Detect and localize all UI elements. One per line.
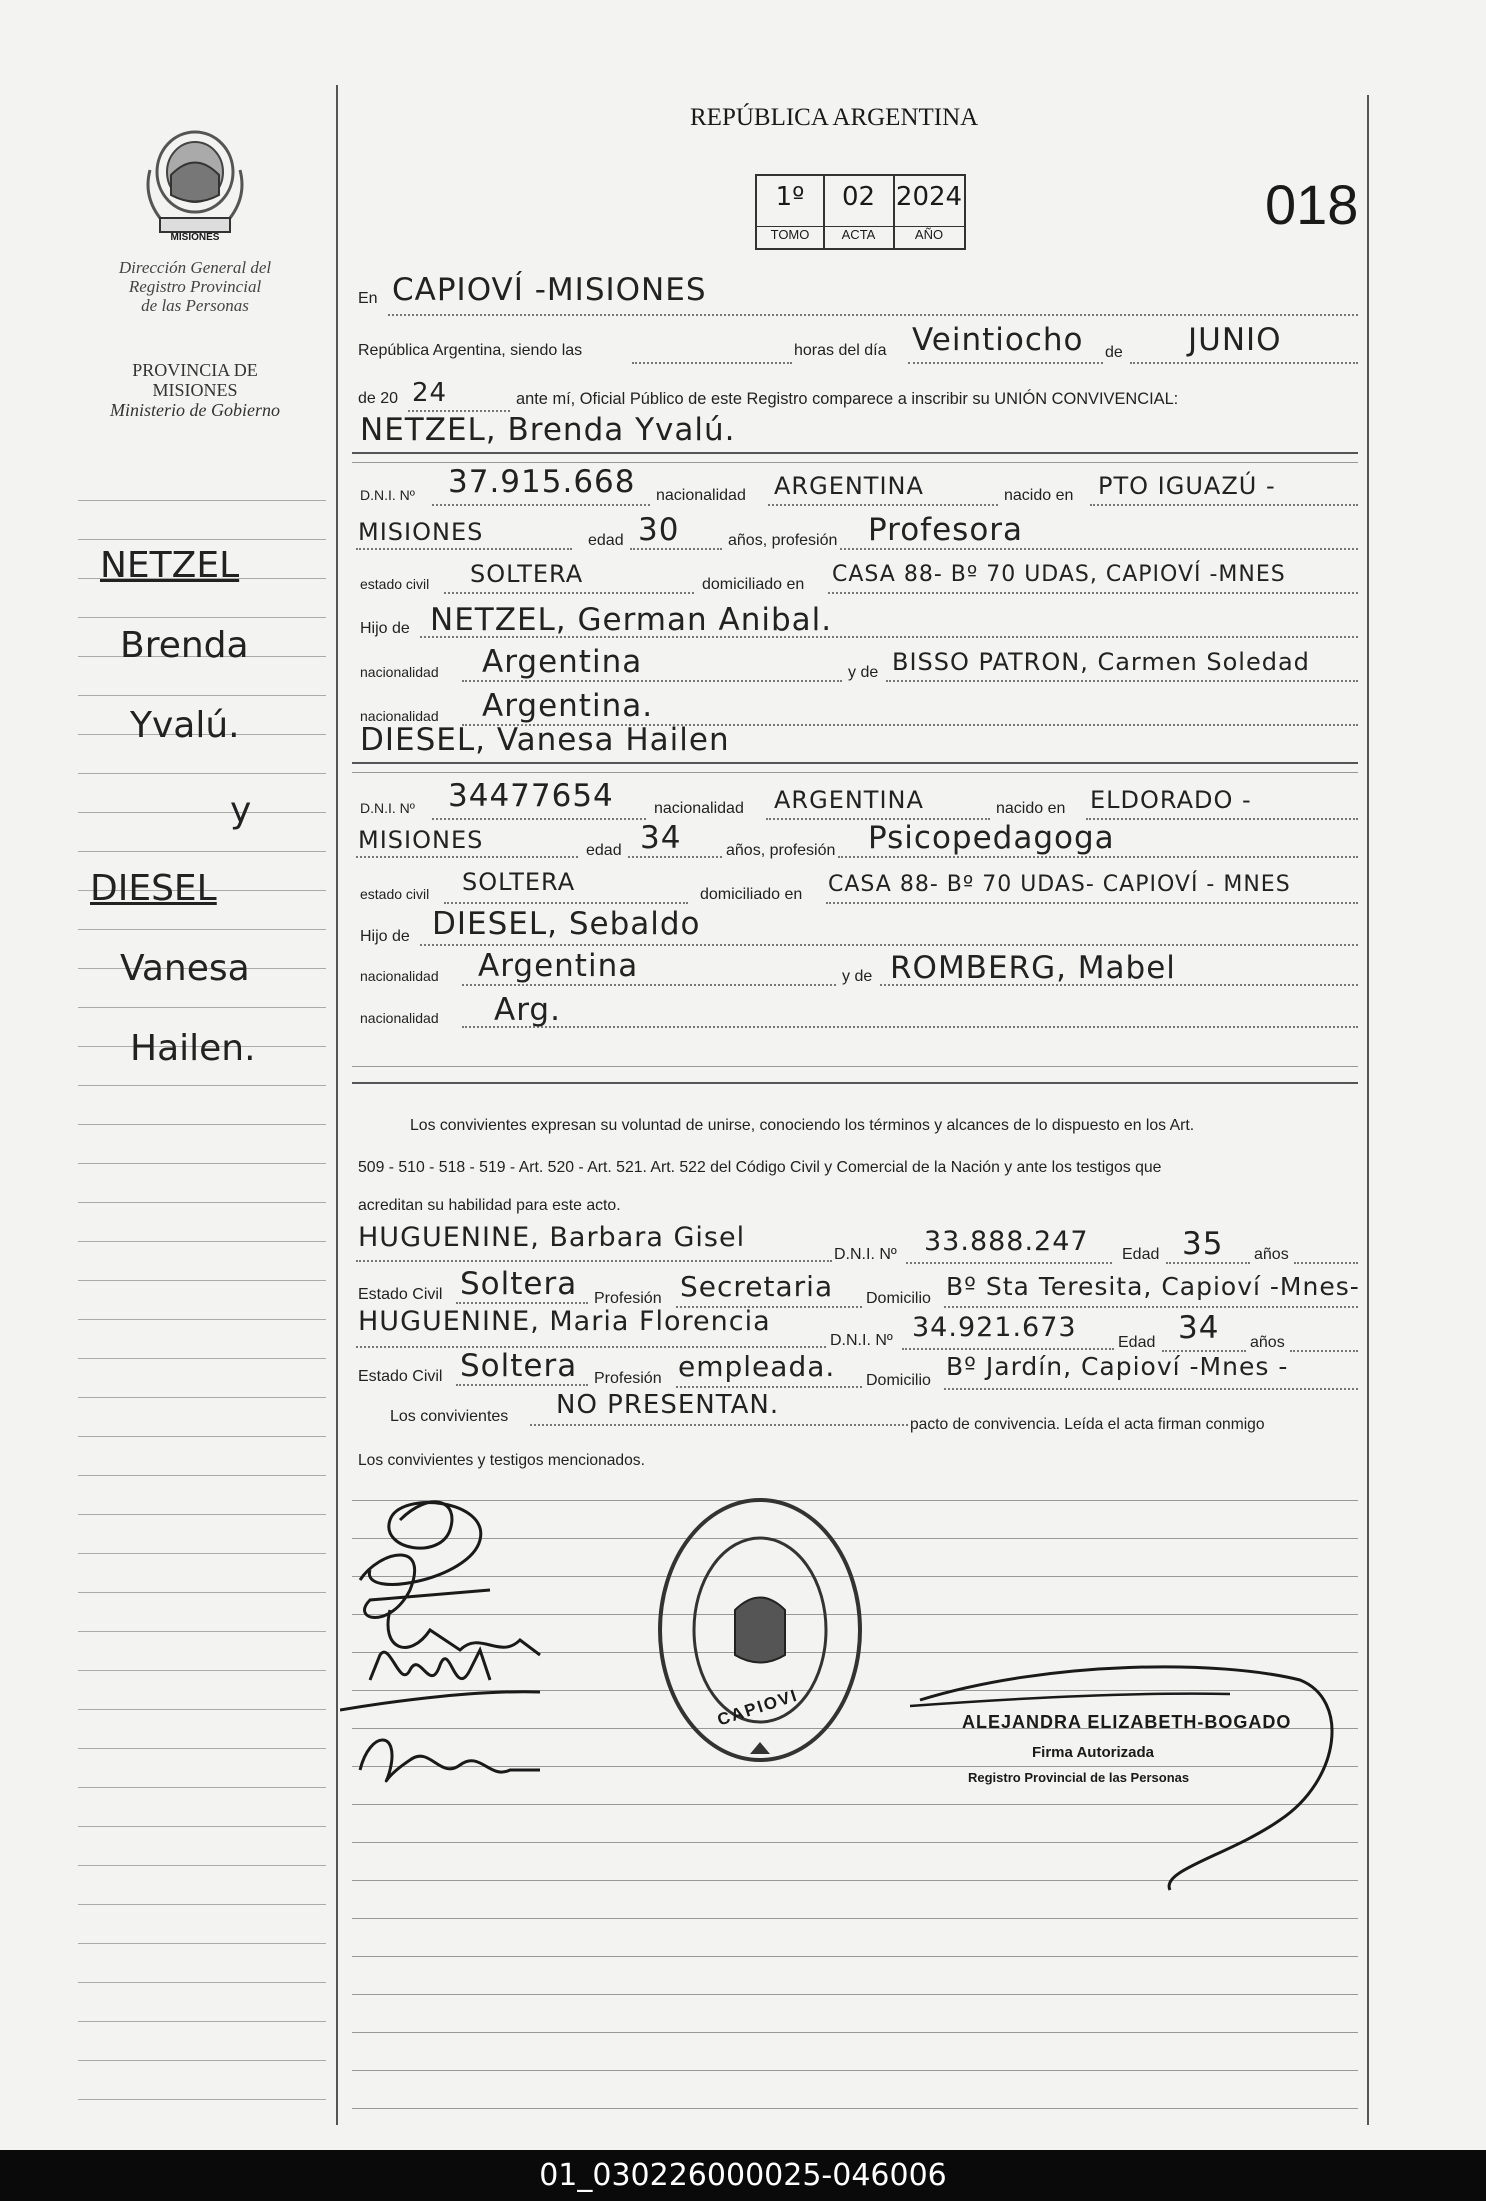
margin-name-4: y xyxy=(230,790,252,831)
person1-mother: BISSO PATRON, Carmen Soledad xyxy=(892,648,1310,676)
margin-rule xyxy=(78,1982,326,1983)
margin-rule xyxy=(78,1826,326,1827)
label-pacto: pacto de convivencia. Leída el acta firman conmigo xyxy=(910,1416,1265,1433)
margin-rule xyxy=(78,1514,326,1515)
margin-name-6: Vanesa xyxy=(120,948,250,989)
margin-rule xyxy=(78,1865,326,1866)
label-ante-mi: ante mí, Oficial Público de este Registro comparece a inscribir su UNIÓN CONVIVENCIAL: xyxy=(516,390,1179,408)
w1-label-dni: D.N.I. Nº xyxy=(834,1246,897,1263)
official-name: ALEJANDRA ELIZABETH-BOGADO xyxy=(962,1712,1292,1732)
witness1-civil-status: Soltera xyxy=(460,1266,578,1302)
margin-rule xyxy=(78,1748,326,1749)
official-title: Firma Autorizada xyxy=(1032,1744,1154,1761)
margin-rule xyxy=(78,2021,326,2022)
margin-rule xyxy=(78,539,326,540)
margin-rule xyxy=(78,1553,326,1554)
p2-label-y-de: y de xyxy=(842,968,873,985)
margin-rule xyxy=(78,1787,326,1788)
person2-birthplace-a: ELDORADO - xyxy=(1090,786,1252,814)
province-block xyxy=(70,360,320,420)
person1-birthplace-a: PTO IGUAZÚ - xyxy=(1098,472,1276,500)
witness2-civil-status: Soltera xyxy=(460,1348,578,1384)
witness2-address: Bº Jardín, Capioví -Mnes - xyxy=(946,1352,1289,1381)
act-year-suffix: 24 xyxy=(412,378,448,408)
w2-label-edad: Edad xyxy=(1118,1334,1156,1351)
p1-label-estado-civil: estado civil xyxy=(360,576,430,592)
label-los-convivientes: Los convivientes xyxy=(390,1408,509,1425)
agency-line-1: Dirección General del xyxy=(118,258,272,277)
p1-label-anos-profesion: años, profesión xyxy=(728,532,838,549)
margin-rule xyxy=(78,1358,326,1359)
person1-father: NETZEL, German Anibal. xyxy=(430,602,833,638)
signature-rule xyxy=(352,2108,1358,2109)
act-day: Veintiocho xyxy=(912,322,1084,358)
country-title: REPÚBLICA ARGENTINA xyxy=(690,104,979,131)
p2-label-estado-civil: estado civil xyxy=(360,886,430,902)
anio-value: 2024 xyxy=(895,182,963,212)
p2-label-anos-profesion: años, profesión xyxy=(726,842,836,859)
witness1-age: 35 xyxy=(1182,1226,1224,1262)
stamp-city: CAPIOVI xyxy=(714,1685,801,1730)
person1-father-nationality: Argentina xyxy=(482,644,643,680)
w2-label-anos: años xyxy=(1250,1334,1285,1351)
person2-dni: 34477654 xyxy=(448,778,614,814)
person2-nationality: ARGENTINA xyxy=(774,786,924,814)
margin-rule xyxy=(78,2099,326,2100)
margin-rule xyxy=(78,1319,326,1320)
person1-nationality: ARGENTINA xyxy=(774,472,924,500)
margin-rule xyxy=(78,1475,326,1476)
acta-value: 02 xyxy=(841,182,876,212)
agency-line-3: de las Personas xyxy=(141,296,249,315)
p1-label-dni: D.N.I. Nº xyxy=(360,487,415,503)
witness2-profession: empleada. xyxy=(678,1350,836,1383)
agency-line-2: Registro Provincial xyxy=(128,277,262,296)
act-month: JUNIO xyxy=(1188,322,1282,358)
margin-rule xyxy=(78,1202,326,1203)
person2-mother-nationality: Arg. xyxy=(494,992,561,1028)
person2-father-nationality: Argentina xyxy=(478,948,639,984)
signature-rule xyxy=(352,1994,1358,1995)
margin-name-1: NETZEL xyxy=(100,545,240,586)
signature-rule xyxy=(352,2032,1358,2033)
person2-age: 34 xyxy=(640,820,682,856)
p1-label-nacionalidad: nacionalidad xyxy=(656,487,746,504)
province-line-1: PROVINCIA DE xyxy=(132,360,258,380)
p1-label-hijo-de: Hijo de xyxy=(360,620,410,637)
p1-label-nac-mother: nacionalidad xyxy=(360,708,439,724)
margin-name-3: Yvalú. xyxy=(130,705,240,746)
margin-rule xyxy=(78,1670,326,1671)
label-de-20: de 20 xyxy=(358,390,399,407)
pact-status: NO PRESENTAN. xyxy=(556,1390,780,1420)
margin-rule xyxy=(78,1124,326,1125)
label-horas-del-dia: horas del día xyxy=(794,342,887,359)
p2-label-dni: D.N.I. Nº xyxy=(360,800,415,816)
witness2-name: HUGUENINE, Maria Florencia xyxy=(358,1306,771,1337)
person1-birthplace-b: MISIONES xyxy=(358,518,484,546)
person2-birthplace-b: MISIONES xyxy=(358,826,484,854)
margin-rule xyxy=(78,1943,326,1944)
statement-line-1: Los convivientes expresan su voluntad de unirse, conociendo los términos y alcances de lo dispuesto en los Art. xyxy=(410,1117,1195,1134)
margin-rule xyxy=(78,1241,326,1242)
witness2-dni: 34.921.673 xyxy=(912,1312,1077,1343)
margin-rule xyxy=(78,929,326,930)
p2-label-nacionalidad: nacionalidad xyxy=(654,800,744,817)
tomo-acta-anio-box xyxy=(755,174,966,250)
margin-rule xyxy=(78,617,326,618)
margin-rule xyxy=(78,812,326,813)
registry-round-stamp xyxy=(650,1490,870,1770)
margin-name-2: Brenda xyxy=(120,625,249,666)
signature-rule xyxy=(352,1918,1358,1919)
acta-label: ACTA xyxy=(824,226,893,242)
barcode-footer: 01_030226000025-046006 xyxy=(0,2150,1486,2201)
witness2-age: 34 xyxy=(1178,1310,1220,1346)
left-margin-border xyxy=(336,85,338,2125)
record-number: 018 xyxy=(1265,173,1359,236)
ministry-line: Ministerio de Gobierno xyxy=(110,400,280,420)
p1-label-y-de: y de xyxy=(848,664,879,681)
signature-rule xyxy=(352,1956,1358,1957)
misiones-coat-of-arms-icon xyxy=(136,120,254,248)
w2-label-estado-civil: Estado Civil xyxy=(358,1368,443,1385)
right-border xyxy=(1367,95,1369,2125)
margin-rule xyxy=(78,500,326,501)
w1-label-profesion: Profesión xyxy=(594,1290,662,1307)
statement-line-3: acreditan su habilidad para este acto. xyxy=(358,1197,621,1214)
signature-rule xyxy=(352,2070,1358,2071)
w1-label-estado-civil: Estado Civil xyxy=(358,1286,443,1303)
p2-label-nacido-en: nacido en xyxy=(996,800,1066,817)
label-closing: Los convivientes y testigos mencionados. xyxy=(358,1452,645,1469)
p2-label-domiciliado-en: domiciliado en xyxy=(700,886,803,903)
margin-name-7: Hailen. xyxy=(130,1028,256,1069)
margin-rule xyxy=(78,1592,326,1593)
person2-full-name: DIESEL, Vanesa Hailen xyxy=(360,722,730,758)
act-place: CAPIOVÍ -MISIONES xyxy=(392,272,707,308)
margin-rule xyxy=(78,1163,326,1164)
w2-label-profesion: Profesión xyxy=(594,1370,662,1387)
margin-rule xyxy=(78,695,326,696)
w2-label-domicilio: Domicilio xyxy=(866,1372,931,1389)
p2-label-edad: edad xyxy=(586,842,622,859)
p2-label-nac-mother: nacionalidad xyxy=(360,1010,439,1026)
margin-rule xyxy=(78,1904,326,1905)
p1-label-nacido-en: nacido en xyxy=(1004,487,1074,504)
margin-name-5: DIESEL xyxy=(90,868,217,909)
label-de: de xyxy=(1105,344,1123,361)
tomo-value: 1º xyxy=(775,182,805,212)
province-line-2: MISIONES xyxy=(152,380,238,400)
p1-label-domiciliado-en: domiciliado en xyxy=(702,576,805,593)
p2-label-hijo-de: Hijo de xyxy=(360,928,410,945)
label-en: En xyxy=(358,290,378,307)
agency-block xyxy=(70,258,320,315)
person2-address: CASA 88- Bº 70 UDAS- CAPIOVÍ - MNES xyxy=(828,872,1291,897)
margin-rule xyxy=(78,1709,326,1710)
w1-label-domicilio: Domicilio xyxy=(866,1290,931,1307)
tomo-label: TOMO xyxy=(757,226,823,242)
margin-rule xyxy=(78,2060,326,2061)
statement-line-2: 509 - 510 - 518 - 519 - Art. 520 - Art. 521. Art. 522 del Código Civil y Comercial de la Nación y ante los testigos que xyxy=(358,1159,1162,1176)
person1-profession: Profesora xyxy=(868,512,1024,548)
person1-full-name: NETZEL, Brenda Yvalú. xyxy=(360,412,736,448)
margin-rule xyxy=(78,1397,326,1398)
seal-ribbon-text: MISIONES xyxy=(170,232,220,243)
w1-label-edad: Edad xyxy=(1122,1246,1160,1263)
person1-civil-status: SOLTERA xyxy=(470,560,584,588)
w2-label-dni: D.N.I. Nº xyxy=(830,1332,893,1349)
margin-rule xyxy=(78,851,326,852)
w1-label-anos: años xyxy=(1254,1246,1289,1263)
label-republica-siendo: República Argentina, siendo las xyxy=(358,342,583,359)
person1-age: 30 xyxy=(638,512,680,548)
person1-dni: 37.915.668 xyxy=(448,464,636,500)
margin-rule xyxy=(78,1007,326,1008)
witness1-profession: Secretaria xyxy=(680,1270,834,1303)
margin-rule xyxy=(78,1280,326,1281)
official-office: Registro Provincial de las Personas xyxy=(968,1770,1190,1785)
person2-father: DIESEL, Sebaldo xyxy=(432,906,701,942)
witness1-dni: 33.888.247 xyxy=(924,1226,1089,1257)
margin-rule xyxy=(78,1631,326,1632)
witness1-address: Bº Sta Teresita, Capioví -Mnes- xyxy=(946,1272,1360,1301)
margin-rule xyxy=(78,773,326,774)
witness1-name: HUGUENINE, Barbara Gisel xyxy=(358,1222,746,1253)
anio-label: AÑO xyxy=(894,226,964,242)
margin-rule xyxy=(78,1436,326,1437)
person2-mother: ROMBERG, Mabel xyxy=(890,950,1176,986)
p1-label-nac-father: nacionalidad xyxy=(360,664,439,680)
p1-label-edad: edad xyxy=(588,532,624,549)
person1-address: CASA 88- Bº 70 UDAS, CAPIOVÍ -MNES xyxy=(832,562,1286,587)
p2-label-nac-father: nacionalidad xyxy=(360,968,439,984)
margin-rule xyxy=(78,1085,326,1086)
person2-civil-status: SOLTERA xyxy=(462,868,576,896)
person1-mother-nationality: Argentina. xyxy=(482,688,654,724)
person2-profession: Psicopedagoga xyxy=(868,820,1115,856)
